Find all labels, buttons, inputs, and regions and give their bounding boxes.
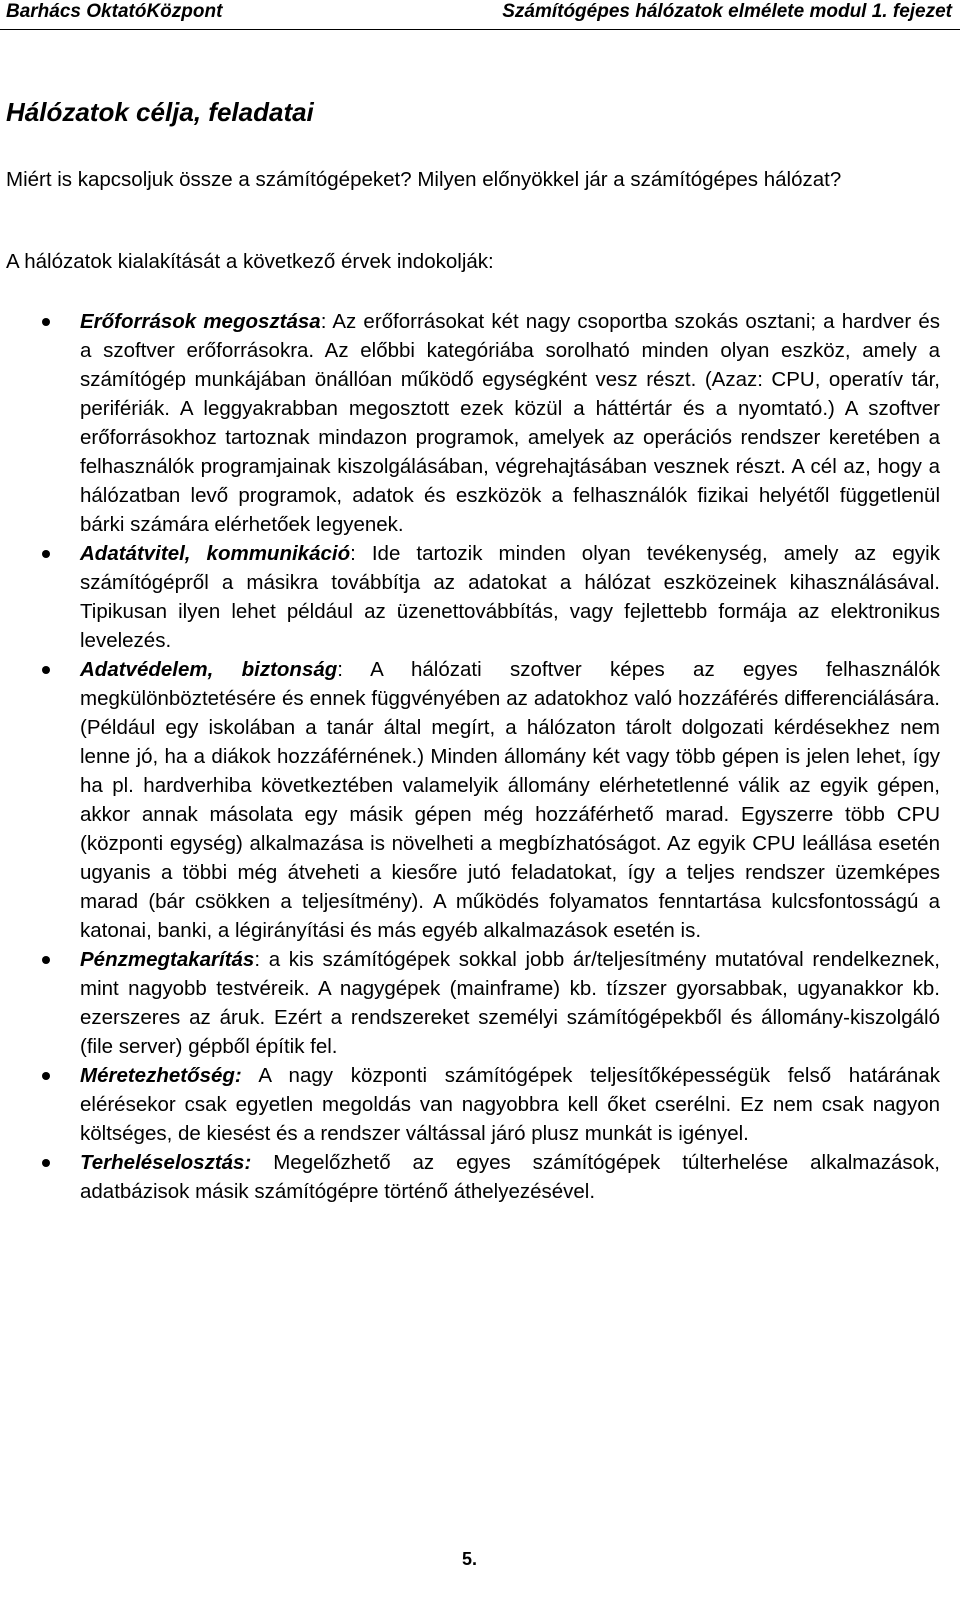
bullet-dot-icon	[42, 1159, 50, 1167]
list-item	[0, 1061, 940, 1148]
bullet-dot-icon	[42, 1072, 50, 1080]
bullet-dot-icon	[42, 666, 50, 674]
list-item	[0, 655, 940, 945]
bullet-dot-icon	[42, 550, 50, 558]
header-right-text: Számítógépes hálózatok elmélete modul 1. fejezet	[502, 1, 952, 22]
list-item-text: Az erőforrásokat két nagy csoportba szokás osztani; a hardver és a szoftver erőforrásokra. Az előbbi kategóriába sorolható minden olyan eszköz, amely a számítógép munkájában önállóan működő egységként vesz részt. (Azaz: CPU, operatív tár, perifériák. A leggyakrabban megosztott ezek közül a háttértár és a nyomtató.) A szoftver erőforrásokhoz tartoznak mindazon programok, amelyek az operációs rendszer keretében a felhasználók programjainak kiszolgálásában, végrehajtásában vesznek részt. A cél az, hogy a hálózatban levő programok, adatok és eszközök a felhasználók fizikai helyétől függetlenül bárki számára elérhetőek legyenek.	[80, 310, 940, 536]
list-item-term: Erőforrások megosztása	[80, 310, 321, 333]
term-separator: :	[337, 658, 371, 681]
list-item-term: Adatvédelem, biztonság	[80, 658, 338, 681]
term-separator: :	[320, 310, 333, 333]
reasons-list	[0, 307, 960, 1206]
list-item	[0, 945, 940, 1061]
list-item	[0, 539, 940, 655]
term-separator	[251, 1151, 273, 1174]
list-item	[0, 1148, 940, 1206]
page-number: 5.	[462, 1549, 478, 1569]
header-left-text: Barhács OktatóKözpont	[6, 1, 223, 22]
bullet-dot-icon	[42, 956, 50, 964]
list-item-term: Adatátvitel, kommunikáció	[80, 542, 351, 565]
list-item-text: A nagy központi számítógépek teljesítőképességük felső határának elérésekor csak egyetlen megoldás van nagyobbra kell őket cserélni. Ez nem csak nagyon költséges, de kiesést és a rendszer váltással járó plusz munkát is igényel.	[80, 1064, 940, 1145]
list-item	[0, 307, 940, 539]
term-separator	[242, 1064, 259, 1087]
list-item-text: A hálózati szoftver képes az egyes felhasználók megkülönböztetésére és ennek függvényében az adatokhoz való hozzáférés differenciálására. (Például egy iskolában a tanár által megírt, a hálózaton tárolt dolgozati kérdésekhez nem lenne jó, ha a diákok hozzáférnének.) Minden állomány két vagy több gépen is jelen lehet, így ha pl. hardverhiba következtében valamelyik állomány elérhetetlenné válik az egyik gépen, akkor annak másolata egy másik gépen még hozzáférhető marad. Egyszerre több CPU (központi egység) alkalmazása is növelheti a megbízhatóságot. Az egyik CPU leállása esetén ugyanis a többi még átveheti a kiesőre jutó feladatokat, így a teljes rendszer üzemképes marad (bár csökken a teljesítmény). A működés folyamatos fenntartása kulcsfontosságú a katonai, banki, a légirányítási és más egyéb alkalmazások esetén is.	[80, 658, 940, 942]
term-separator: :	[350, 542, 372, 565]
list-item-term: Pénzmegtakarítás	[80, 948, 255, 971]
page-header	[0, 0, 960, 30]
list-item-text: a kis számítógépek sokkal jobb ár/teljesítmény mutatóval rendelkeznek, mint nagyobb testvéreik. A nagygépek (mainframe) kb. tízszer gyorsabbak, ugyanakkor kb. ezerszeres az áruk. Ezért a rendszereket személyi számítógépekből és állomány-kiszolgáló (file server) gépből építik fel.	[80, 948, 940, 1058]
list-item-text: Ide tartozik minden olyan tevékenység, amely az egyik számítógépről a másikra továbbítja az adatokat a hálózat eszközeinek kihasználásával. Tipikusan ilyen lehet például az üzenettovábbítás, vagy fejlettebb formája az elektronikus levelezés.	[80, 542, 940, 652]
list-item-term: Terheléselosztás:	[80, 1151, 252, 1174]
bullet-dot-icon	[42, 318, 50, 326]
document-title: Hálózatok célja, feladatai	[6, 97, 314, 127]
term-separator: :	[254, 948, 269, 971]
list-item-text: Megelőzhető az egyes számítógépek túlterhelése alkalmazások, adatbázisok másik számítógépre történő áthelyezésével.	[80, 1151, 940, 1203]
intro-paragraph: A hálózatok kialakítását a következő érvek indokolják:	[6, 250, 494, 273]
question-paragraph: Miért is kapcsoljuk össze a számítógépeket? Milyen előnyökkel jár a számítógépes hálózat?	[6, 168, 842, 191]
list-item-term: Méretezhetőség:	[80, 1064, 242, 1087]
